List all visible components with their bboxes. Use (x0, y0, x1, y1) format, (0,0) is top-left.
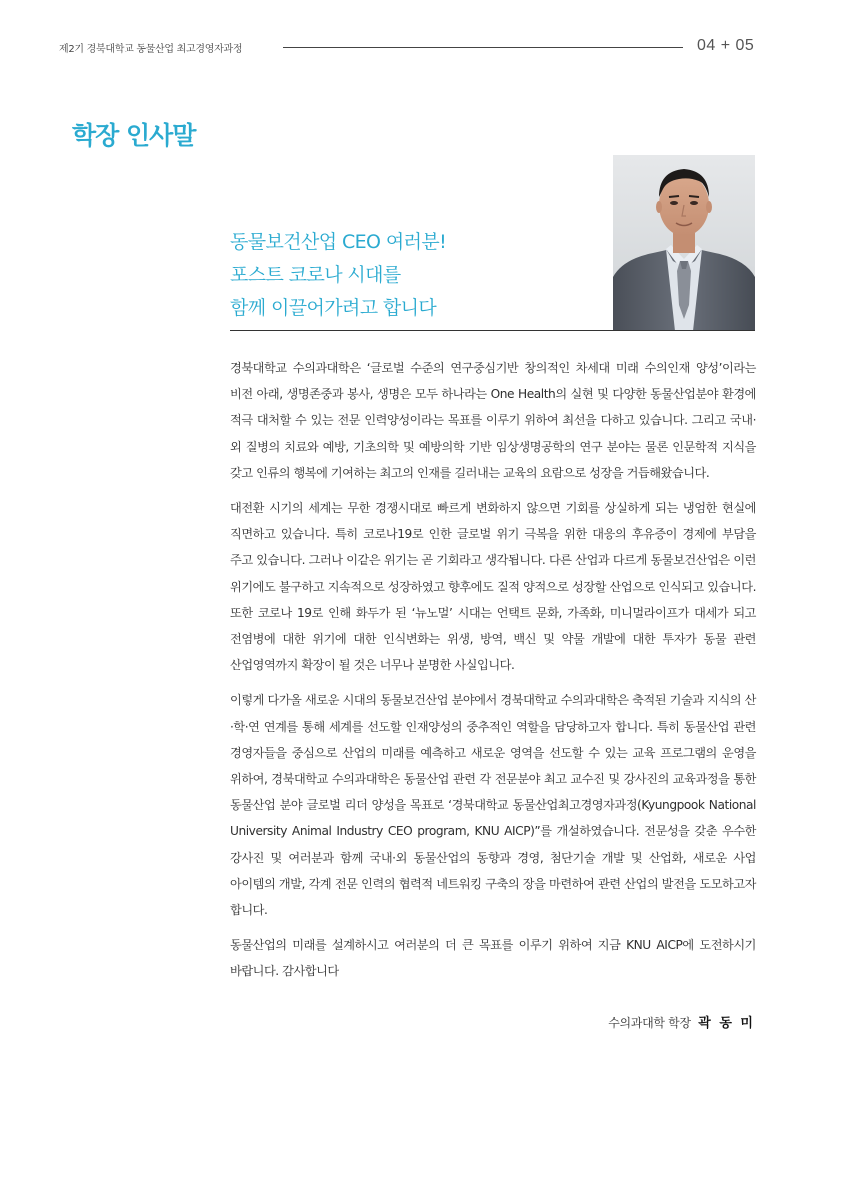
headline-divider (230, 330, 755, 331)
signature (608, 1012, 755, 1031)
dean-portrait-photo (613, 155, 755, 331)
signature-name: 곽 동 미 (698, 1016, 755, 1031)
headline-line-1: 동물보건산업 CEO 여러분! (230, 231, 447, 253)
headline (230, 226, 610, 325)
headline-line-2: 포스트 코로나 시대를 (230, 264, 401, 286)
signature-role: 수의과대학 학장 (608, 1016, 691, 1030)
body-paragraph-3: 이렇게 다가올 새로운 시대의 동물보건산업 분야에서 경북대학교 수의과대학은 축적된 기술과 지식의 산·학·연 연계를 통해 세계를 선도할 인재양성의 중추적인 역할을 담당하고자 합니다. 특히 동물산업 관련 경영자들을 중심으로 산업의 미래를 예측하고 새로운 영역을 선도할 수 있는 교육 프로그램의 운영을 위하여, 경북대학교 수의과대학은 동물산업 관련 각 전문분야 최고 교수진 및 강사진의 교육과정을 통한 동물산업 분야 글로벌 리더 양성을 목표로 ‘경북대학교 동물산업최고경영자과정(Kyungpook National University Animal Industry CEO program, KNU AICP)”를 개설하였습니다. 전문성을 갖춘 우수한 강사진 및 여러분과 함께 국내·외 동물산업의 동향과 경영, 첨단기술 개발 및 산업화, 새로운 사업 아이템의 개발, 각계 전문 인력의 협력적 네트워킹 구축의 장을 마련하여 관련 산업의 발전을 도모하고자 합니다. (230, 693, 756, 918)
body-paragraph-4: 동물산업의 미래를 설계하시고 여러분의 더 큰 목표를 이루기 위하여 지금 KNU AICP에 도전하시기 바랍니다. 감사합니다 (230, 938, 756, 979)
header-divider (283, 47, 683, 48)
page-title: 학장 인사말 (72, 121, 196, 150)
body-paragraph-2: 대전환 시기의 세계는 무한 경쟁시대로 빠르게 변화하지 않으면 기회를 상실하게 되는 냉엄한 현실에 직면하고 있습니다. 특히 코로나19로 인한 글로벌 위기 극복을 위한 대응의 후유증이 경제에 부담을 주고 있습니다. 그러나 이같은 위기는 곧 기회라고 생각됩니다. 다른 산업과 다르게 동물보건산업은 이런 위기에도 불구하고 지속적으로 성장하였고 향후에도 질적 양적으로 성장할 산업으로 인식되고 있습니다. 또한 코로나 19로 인해 화두가 된 ‘뉴노멀’ 시대는 언택트 문화, 가족화, 미니멀라이프가 대세가 되고 전염병에 대한 위기에 대한 인식변화는 위생, 방역, 백신 및 약물 개발에 대한 투자가 동물 관련 산업영역까지 확장이 될 것은 너무나 분명한 사실입니다. (230, 501, 756, 673)
header-program-title: 제2기 경북대학교 동물산업 최고경영자과정 (59, 44, 243, 55)
headline-line-3: 함께 이끌어가려고 합니다 (230, 297, 437, 319)
message-body (230, 355, 756, 994)
body-paragraph-1: 경북대학교 수의과대학은 ‘글로벌 수준의 연구중심기반 창의적인 차세대 미래 수의인재 양성’이라는 비전 아래, 생명존중과 봉사, 생명은 모두 하나라는 One Health의 실현 및 다양한 동물산업분야 환경에 적극 대처할 수 있는 전문 인력양성이라는 목표를 이루기 위하여 최선을 다하고 있습니다. 그리고 국내·외 질병의 치료와 예방, 기초의학 및 예방의학 기반 임상생명공학의 연구 분야는 물론 인문학적 지식을 갖고 인류의 행복에 기여하는 최고의 인재를 길러내는 교육의 요람으로 성장을 거듭해왔습니다. (230, 361, 756, 480)
page-numbers: 04 + 05 (697, 37, 755, 54)
